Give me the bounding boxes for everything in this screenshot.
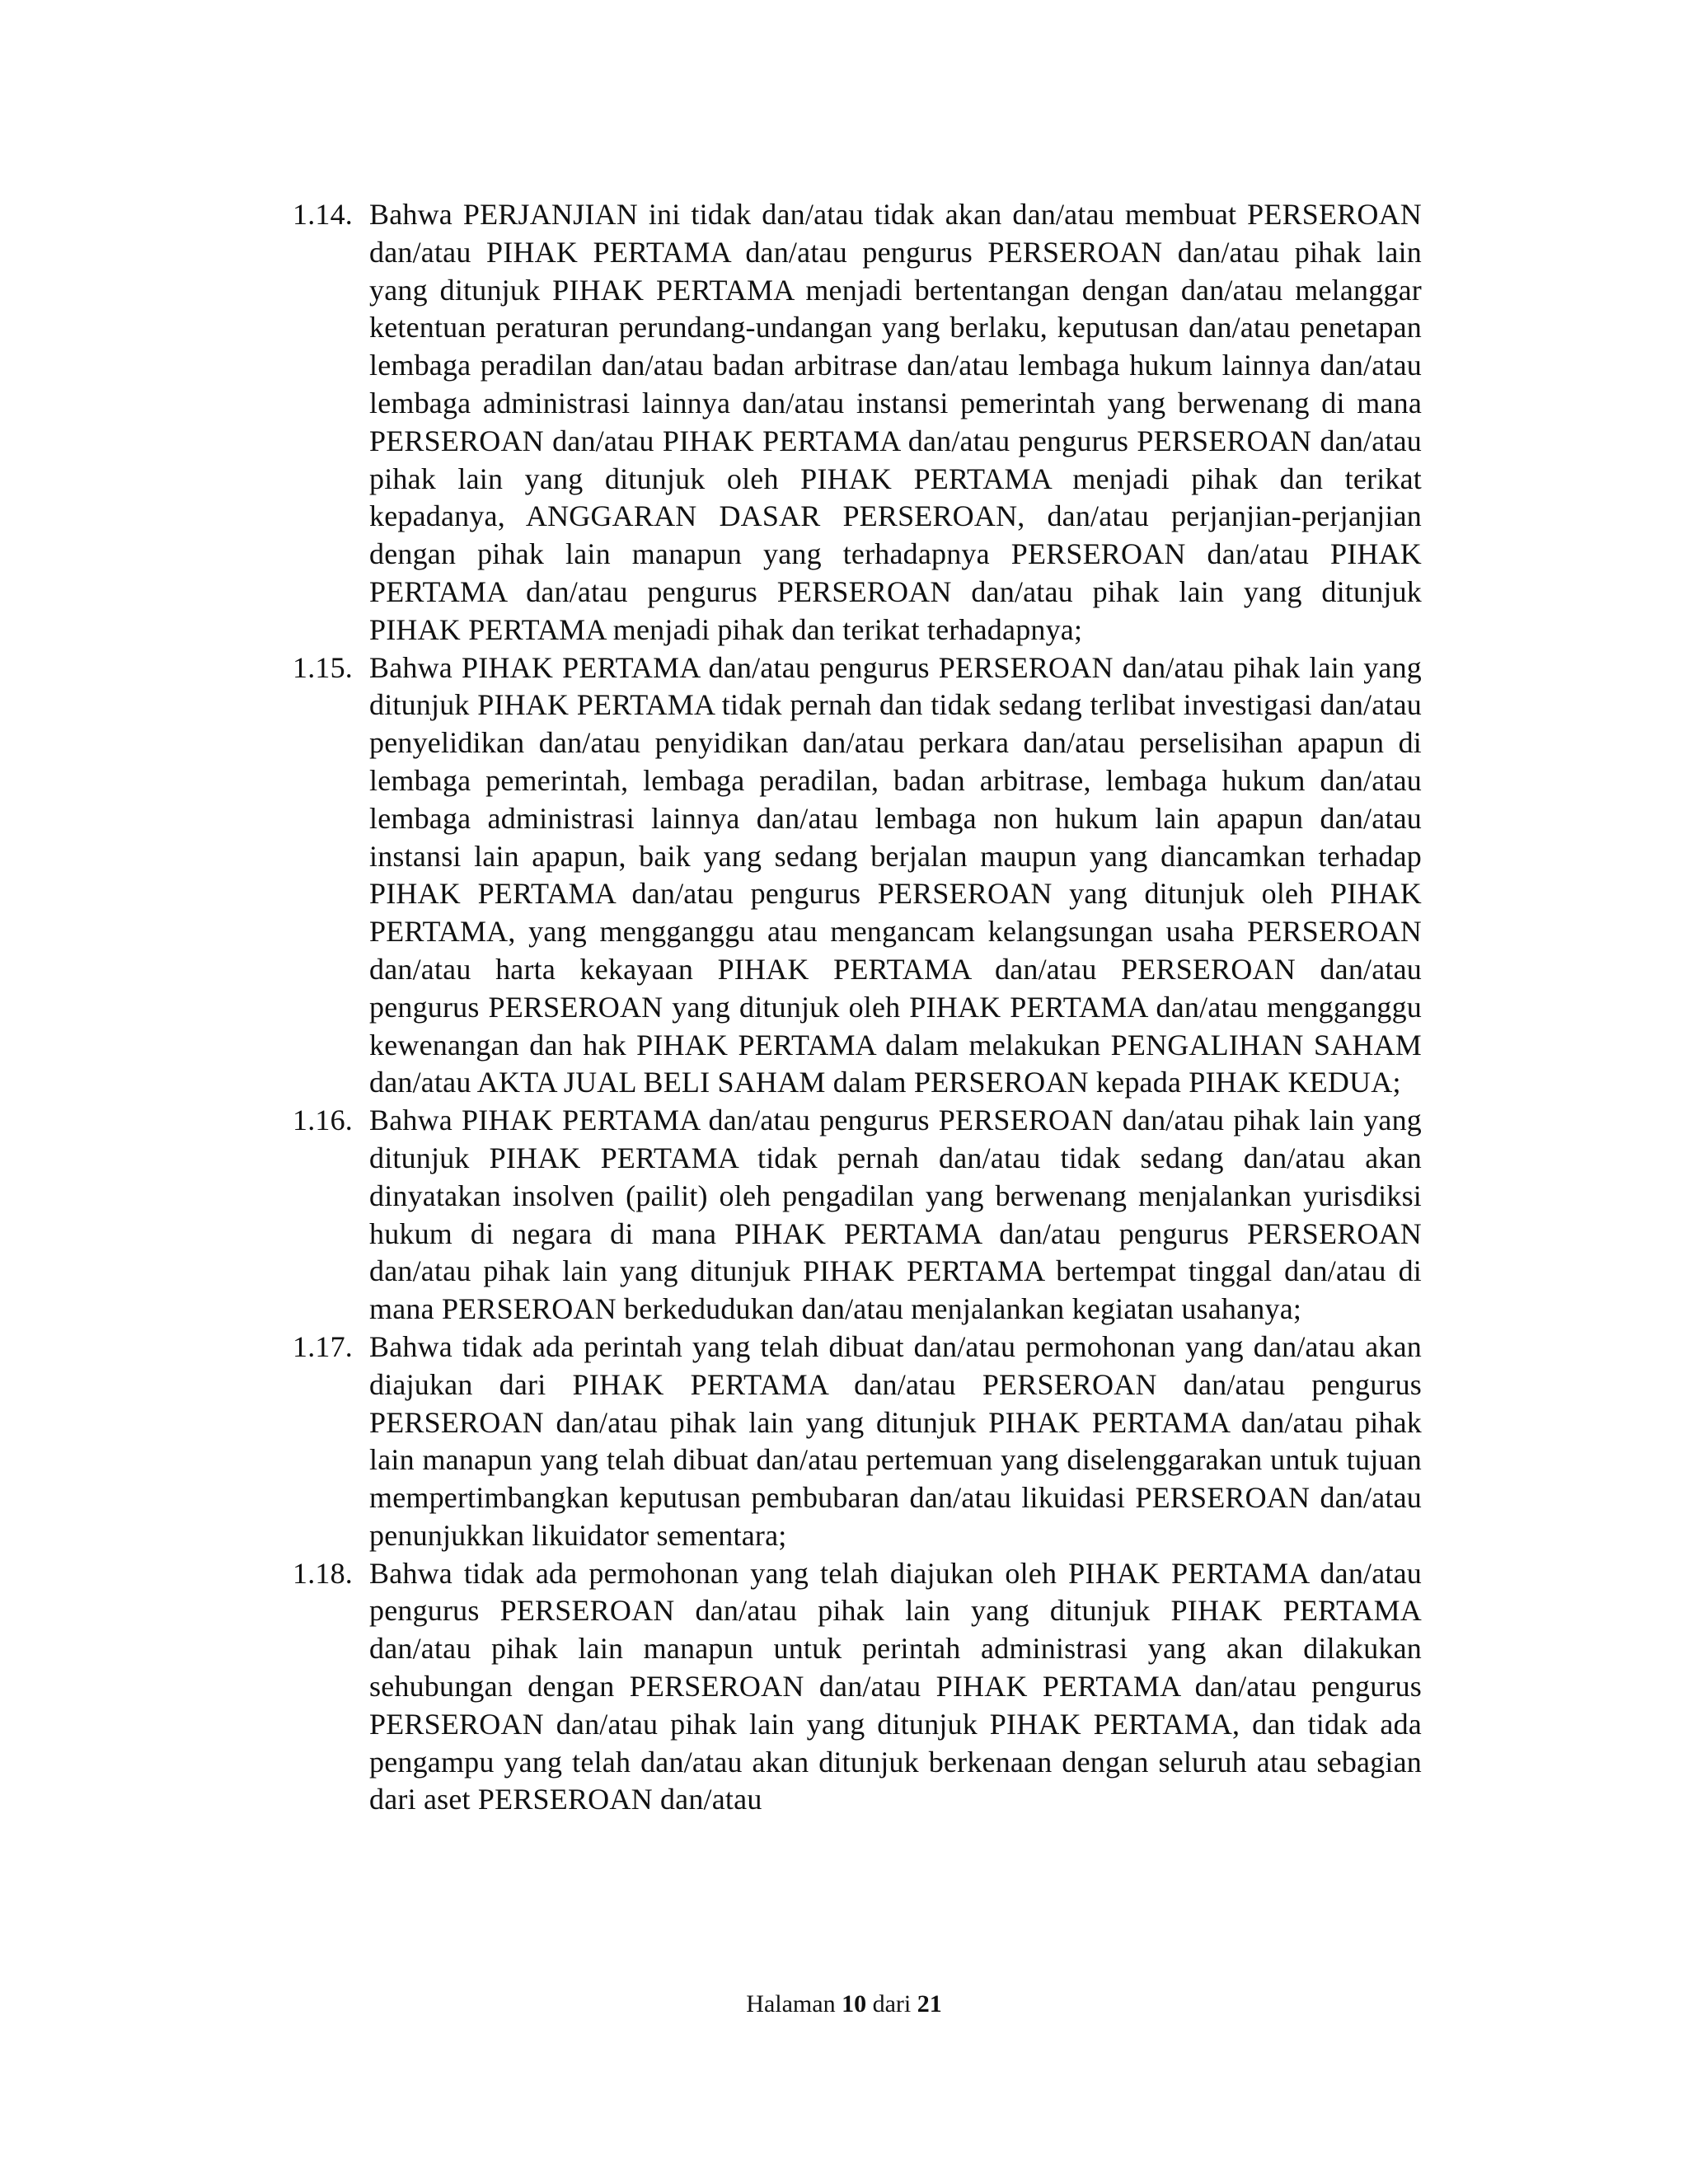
clause-number: 1.16. — [293, 1104, 353, 1137]
clause-1-18 — [293, 1555, 1422, 1820]
clause-text: Bahwa tidak ada permohonan yang telah diajukan oleh PIHAK PERTAMA dan/atau pengurus PERSEROAN dan/atau pihak lain yang ditunjuk PIHAK PERTAMA dan/atau pihak lain manapun untuk perintah administrasi yang akan dilakukan sehubungan dengan PERSEROAN dan/atau PIHAK PERTAMA dan/atau pengurus PERSEROAN dan/atau pihak lain yang ditunjuk PIHAK PERTAMA, dan tidak ada pengampu yang telah dan/atau akan ditunjuk berkenaan dengan seluruh atau sebagian dari aset PERSEROAN dan/atau — [369, 1556, 1422, 1816]
clause-text: Bahwa tidak ada perintah yang telah dibuat dan/atau permohonan yang dan/atau akan diajukan dari PIHAK PERTAMA dan/atau PERSEROAN dan/atau pengurus PERSEROAN dan/atau pihak lain yang ditunjuk PIHAK PERTAMA dan/atau pihak lain manapun yang telah dibuat dan/atau pertemuan yang diselenggarakan untuk tujuan mempertimbangkan keputusan pembubaran dan/atau likuidasi PERSEROAN dan/atau penunjukkan likuidator sementara; — [369, 1329, 1422, 1552]
clause-1-15 — [293, 649, 1422, 1103]
clause-1-17 — [293, 1329, 1422, 1555]
page-footer — [0, 1990, 1688, 2019]
footer-total-pages: 21 — [917, 1990, 942, 2018]
clause-number: 1.18. — [293, 1556, 353, 1590]
clause-number: 1.17. — [293, 1329, 353, 1363]
clause-text: Bahwa PIHAK PERTAMA dan/atau pengurus PERSEROAN dan/atau pihak lain yang ditunjuk PIHAK PERTAMA tidak pernah dan tidak sedang terlibat investigasi dan/atau penyelidikan dan/atau penyidikan dan/atau perkara dan/atau perselisihan apapun di lembaga pemerintah, lembaga peradilan, badan arbitrase, lembaga hukum dan/atau lembaga administrasi lainnya dan/atau lembaga non hukum lain apapun dan/atau instansi lain apapun, baik yang sedang berjalan maupun yang diancamkan terhadap PIHAK PERTAMA dan/atau pengurus PERSEROAN yang ditunjuk oleh PIHAK PERTAMA, yang mengganggu atau mengancam kelangsungan usaha PERSEROAN dan/atau harta kekayaan PIHAK PERTAMA dan/atau PERSEROAN dan/atau pengurus PERSEROAN yang ditunjuk oleh PIHAK PERTAMA dan/atau mengganggu kewenangan dan hak PIHAK PERTAMA dalam melakukan PENGALIHAN SAHAM dan/atau AKTA JUAL BELI SAHAM dalam PERSEROAN kepada PIHAK KEDUA; — [369, 650, 1422, 1099]
clause-text: Bahwa PIHAK PERTAMA dan/atau pengurus PERSEROAN dan/atau pihak lain yang ditunjuk PIHAK PERTAMA tidak pernah dan/atau tidak sedang dan/atau akan dinyatakan insolven (pailit) oleh pengadilan yang berwenang menjalankan yurisdiksi hukum di negara di mana PIHAK PERTAMA dan/atau pengurus PERSEROAN dan/atau pihak lain yang ditunjuk PIHAK PERTAMA bertempat tinggal dan/atau di mana PERSEROAN berkedudukan dan/atau menjalankan kegiatan usahanya; — [369, 1104, 1422, 1326]
footer-page-number: 10 — [842, 1990, 867, 2018]
clause-number: 1.15. — [293, 650, 353, 684]
clause-list — [293, 196, 1422, 1819]
clause-1-14 — [293, 196, 1422, 649]
clause-1-16 — [293, 1102, 1422, 1329]
clause-number: 1.14. — [293, 198, 353, 231]
footer-prefix: Halaman — [746, 1990, 836, 2018]
footer-middle: dari — [872, 1990, 912, 2018]
clause-text: Bahwa PERJANJIAN ini tidak dan/atau tidak akan dan/atau membuat PERSEROAN dan/atau PIHAK PERTAMA dan/atau pengurus PERSEROAN dan/atau pihak lain yang ditunjuk PIHAK PERTAMA menjadi bertentangan dengan dan/atau melanggar ketentuan peraturan perundang-undangan yang berlaku, keputusan dan/atau penetapan lembaga peradilan dan/atau badan arbitrase dan/atau lembaga hukum lainnya dan/atau lembaga administrasi lainnya dan/atau instansi pemerintah yang berwenang di mana PERSEROAN dan/atau PIHAK PERTAMA dan/atau pengurus PERSEROAN dan/atau pihak lain yang ditunjuk oleh PIHAK PERTAMA menjadi pihak dan terikat kepadanya, ANGGARAN DASAR PERSEROAN, dan/atau perjanjian-perjanjian dengan pihak lain manapun yang terhadapnya PERSEROAN dan/atau PIHAK PERTAMA dan/atau pengurus PERSEROAN dan/atau pihak lain yang ditunjuk PIHAK PERTAMA menjadi pihak dan terikat terhadapnya; — [369, 198, 1422, 646]
